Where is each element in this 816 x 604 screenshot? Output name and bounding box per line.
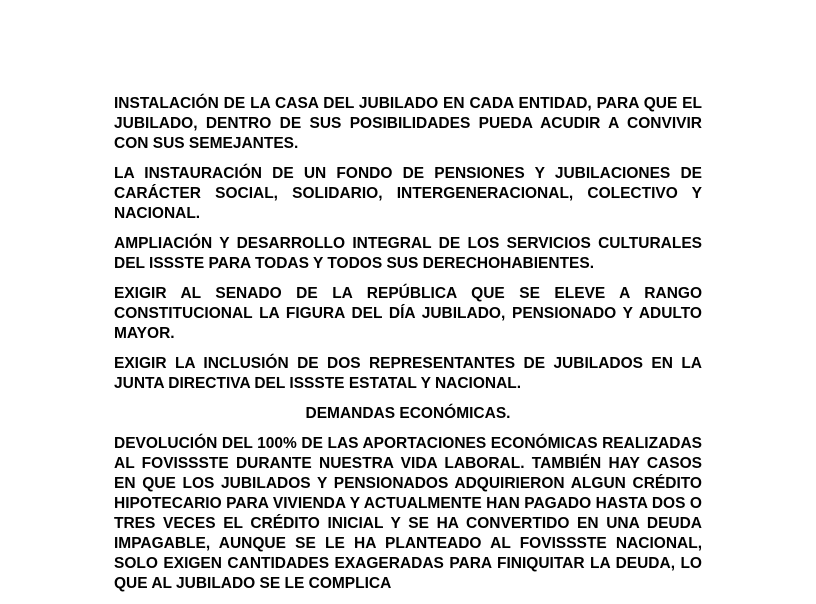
paragraph-devolucion-fovissste: DEVOLUCIÓN DEL 100% DE LAS APORTACIONES ECONÓMICAS REALIZADAS AL FOVISSSTE DURANTE NUESTRA VIDA LABORAL. TAMBIÉN HAY CASOS EN QUE LOS JUBILADOS Y PENSIONADOS ADQUIRIERON ALGUN CRÉDITO HIPOTECARIO PARA VIVIENDA Y ACTUALMENTE HAN PAGADO HASTA DOS O TRES VECES EL CRÉDITO INICIAL Y SE HA CONVERTIDO EN UNA DEUDA IMPAGABLE, AUNQUE SE LE HA PLANTEADO AL FOVISSSTE NACIONAL, SOLO EXIGEN CANTIDADES EXAGERADAS PARA FINIQUITAR LA DEUDA, LO QUE AL JUBILADO SE LE COMPLICA [114,435,702,592]
document-body [114,94,702,604]
section-heading-demandas-economicas: DEMANDAS ECONÓMICAS. [305,405,511,422]
paragraph-servicios-culturales: AMPLIACIÓN Y DESARROLLO INTEGRAL DE LOS SERVICIOS CULTURALES DEL ISSSTE PARA TODAS Y TODOS SUS DERECHOHABIENTES. [114,235,702,272]
paragraph-casa-del-jubilado: INSTALACIÓN DE LA CASA DEL JUBILADO EN CADA ENTIDAD, PARA QUE EL JUBILADO, DENTRO DE SUS POSIBILIDADES PUEDA ACUDIR A CONVIVIR CON SUS SEMEJANTES. [114,95,702,152]
paragraph-representantes-junta-directiva: EXIGIR LA INCLUSIÓN DE DOS REPRESENTANTES DE JUBILADOS EN LA JUNTA DIRECTIVA DEL ISSSTE ESTATAL Y NACIONAL. [114,355,702,392]
paragraph-fondo-de-pensiones: LA INSTAURACIÓN DE UN FONDO DE PENSIONES Y JUBILACIONES DE CARÁCTER SOCIAL, SOLIDARIO, INTERGENERACIONAL, COLECTIVO Y NACIONAL. [114,165,702,222]
paragraph-senado-rango-constitucional: EXIGIR AL SENADO DE LA REPÚBLICA QUE SE ELEVE A RANGO CONSTITUCIONAL LA FIGURA DEL DÍA JUBILADO, PENSIONADO Y ADULTO MAYOR. [114,285,702,342]
